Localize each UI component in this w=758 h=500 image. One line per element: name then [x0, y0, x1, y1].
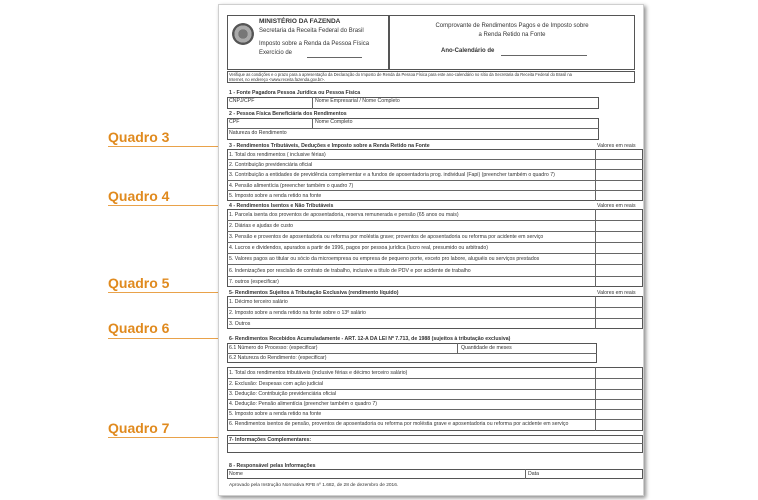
q3-row-3: 3. Contribuição a entidades de previdência complementar e a fundos de aposentadoria prog. individual (Fapi) (preencher também o quadro 7)	[229, 172, 555, 178]
q4-row-2: 2. Diárias e ajudas de custo	[229, 223, 294, 229]
q2-nature-label: Natureza do Rendimento	[229, 130, 287, 136]
callout-line-5	[108, 292, 226, 293]
q1-title: 1 - Fonte Pagadora Pessoa Jurídica ou Pessoa Física	[229, 90, 361, 96]
callout-quadro-7: Quadro 7	[108, 420, 170, 436]
exercise-label: Exercício de	[259, 50, 293, 56]
q5-row-3: 3. Outros	[229, 321, 251, 327]
q5-title: 5- Rendimentos Sujeitos à Tributação Exclusiva (rendimento líquido)	[229, 290, 399, 296]
q2-table	[227, 118, 599, 140]
q4-row-3: 3. Pensão e proventos de aposentadoria ou reforma por moléstia grave; proventos de aposentadoria ou reforma por acidente em serviço	[229, 234, 544, 240]
q6-row-4: 4. Dedução: Pensão alimentícia (preencher também o quadro 7)	[229, 401, 377, 407]
q1-name-label: Nome Empresarial / Nome Completo	[315, 98, 400, 104]
q4-values-label: Valores em reais	[597, 203, 636, 209]
q3-row-1: 1. Total dos rendimentos ( inclusive férias)	[229, 152, 326, 158]
q6-title: 6- Rendimentos Recebidos Acumuladamente - ART. 12-A DA LEI Nº 7.713, de 1988 (sujeitos à tributação exclusiva)	[229, 336, 511, 342]
callout-line-7	[108, 437, 226, 438]
secretariat-name: Secretaria da Receita Federal do Brasil	[259, 28, 364, 34]
form-title-line-2: a Renda Retido na Fonte	[478, 32, 546, 38]
q4-row-7: 7. outros (especificar)	[229, 279, 279, 285]
q5-row-2: 2. Imposto sobre a renda retido na fonte sobre o 13º salário	[229, 310, 366, 316]
form-footer: Aprovado pela Instrução Normativa RFB nº 1.682, de 28 de dezembro de 2016.	[229, 483, 399, 488]
q6-nature-label: 6.2 Natureza do Rendimento: (especificar)	[229, 355, 327, 361]
q4-row-1: 1. Parcela isenta dos proventos de aposentadoria, reserva remunerada e pensão (65 anos ou mais)	[229, 212, 459, 218]
income-statement-form	[218, 4, 644, 496]
q1-table	[227, 97, 599, 109]
q8-table	[227, 469, 643, 479]
notice-line-1: Verifique as condições e o prazo para a apresentação da Declaração do Imposto de Renda da Pessoa Física para este ano-calendário no sítio da Secretaria da Receita Federal do Brasil na	[229, 72, 572, 77]
callout-quadro-3: Quadro 3	[108, 129, 170, 145]
year-field[interactable]	[501, 55, 587, 56]
q4-row-6: 6. Indenizações por rescisão de contrato de trabalho, inclusive a título de PDV e por acidente de trabalho	[229, 268, 471, 274]
exercise-field[interactable]	[307, 57, 362, 58]
callout-line-3	[108, 146, 226, 147]
coat-of-arms-logo	[232, 23, 254, 45]
q5-row-1: 1. Décimo terceiro salário	[229, 299, 288, 305]
q3-title: 3 - Rendimentos Tributáveis, Deduções e Imposto sobre a Renda Retido na Fonte	[229, 143, 430, 149]
q2-title: 2 - Pessoa Física Beneficiária dos Rendimentos	[229, 111, 347, 117]
tax-name: Imposto sobre a Renda da Pessoa Física	[259, 41, 370, 47]
form-title-line-1: Comprovante de Rendimentos Pagos e de Imposto sobre	[435, 23, 589, 29]
callout-quadro-4: Quadro 4	[108, 188, 170, 204]
ministry-name: MINISTÉRIO DA FAZENDA	[259, 18, 341, 25]
q3-row-2: 2. Contribuição previdenciária oficial	[229, 162, 313, 168]
q4-row-5: 5. Valores pagos ao titular ou sócio da microempresa ou empresa de pequeno porte, exceto pro labore, aluguéis ou serviços prestados	[229, 256, 540, 262]
year-label: Ano-Calendário de	[441, 48, 495, 54]
q6-process-label: 6.1 Número do Processo: (especificar)	[229, 345, 318, 351]
q6-row-1: 1. Total dos rendimentos tributáveis (inclusive férias e décimo terceiro salário)	[229, 370, 408, 376]
q6-row-5: 5. Imposto sobre a renda retido na fonte	[229, 411, 322, 417]
q6-row-3: 3. Dedução: Contribuição previdenciária oficial	[229, 391, 336, 397]
q7-title: 7- Informações Complementares:	[229, 437, 312, 443]
q6-row-6: 6. Rendimentos isentos de pensão, proventos de aposentadoria ou reforma por moléstia grave e aposentadoria ou reforma por acidente em serviço	[229, 421, 569, 427]
q6-months-label: Quantidade de meses	[461, 345, 512, 351]
notice-line-2: Internet, no endereço <www.receita.fazenda.gov.br>.	[229, 77, 325, 82]
q4-title: 4 - Rendimentos Isentos e Não Tributáveis	[229, 203, 334, 209]
q4-row-4: 4. Lucros e dividendos, apurados a partir de 1996, pagos por pessoa jurídica (lucro real, presumido ou arbitrado)	[229, 245, 488, 251]
callout-quadro-5: Quadro 5	[108, 275, 170, 291]
callout-line-4	[108, 205, 226, 206]
q3-row-4: 4. Pensão alimentícia (preencher também o quadro 7)	[229, 183, 354, 189]
callout-quadro-6: Quadro 6	[108, 320, 170, 336]
q8-date-label: Data	[528, 471, 539, 477]
q2-name-label: Nome Completo	[315, 119, 353, 125]
q6-row-2: 2. Exclusão: Despesas com ação judicial	[229, 381, 323, 387]
q8-name-label: Nome	[229, 471, 243, 477]
q2-cpf-label: CPF	[229, 119, 240, 125]
callout-line-6	[108, 338, 226, 339]
q5-values-label: Valores em reais	[597, 290, 636, 296]
q8-title: 8 - Responsável pelas Informações	[229, 463, 316, 469]
q3-values-label: Valores em reais	[597, 143, 636, 149]
q1-cnpj-label: CNPJ/CPF	[229, 98, 255, 104]
q3-row-5: 5. Imposto sobre a renda retido na fonte	[229, 193, 322, 199]
